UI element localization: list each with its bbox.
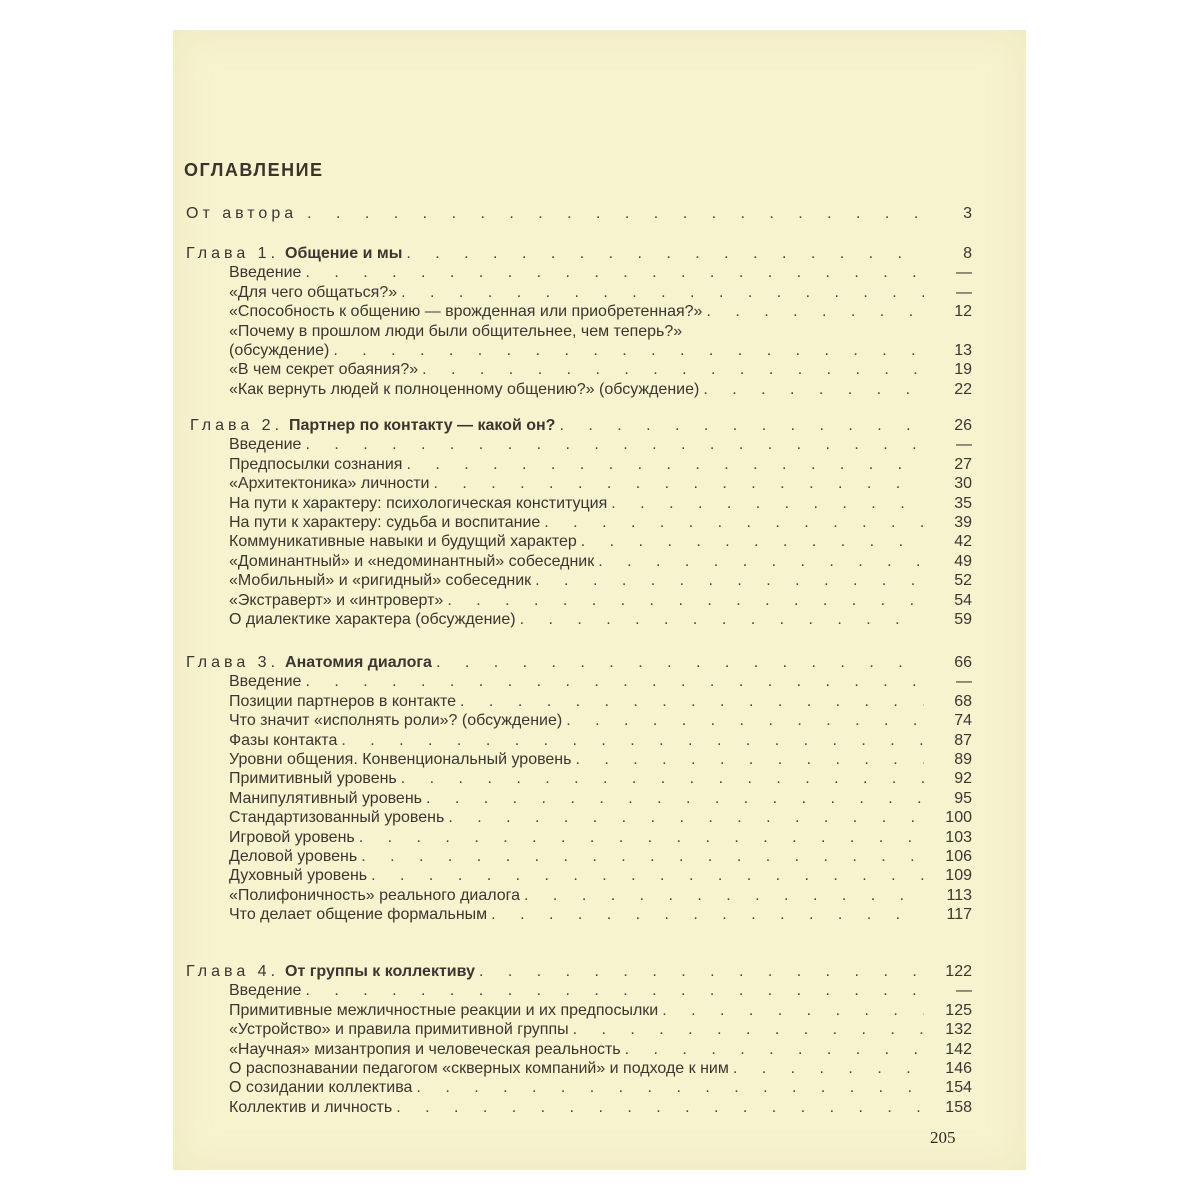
leader-dots: [361, 848, 924, 866]
leader-dots: [305, 982, 924, 1000]
leader-dots: [575, 751, 924, 769]
toc-item: [229, 1097, 972, 1117]
toc-item-label: Игровой уровень: [229, 828, 355, 846]
toc-page-number: 125: [945, 1001, 972, 1019]
toc-page-number: 154: [945, 1079, 972, 1097]
toc-item-label: «Для чего общаться?»: [229, 283, 398, 301]
toc-page-number: 59: [954, 611, 972, 628]
leader-dots: [307, 205, 924, 223]
toc-item: [229, 827, 972, 847]
toc-item-label: Введение: [229, 264, 302, 282]
toc-page-number: 74: [954, 712, 972, 730]
toc-item: [229, 1039, 972, 1059]
leader-dots: [733, 1060, 924, 1078]
toc-item: [229, 885, 972, 905]
toc-item-label: Примитивные межличностные реакции и их предпосылки: [229, 1001, 659, 1019]
toc-page-number: 27: [954, 455, 972, 473]
leader-dots: [559, 417, 924, 435]
toc-chapter-1: [186, 243, 972, 263]
toc-page-number: 146: [945, 1060, 972, 1077]
toc-item-label: Коллектив и личность: [229, 1098, 393, 1116]
toc-item: [229, 671, 972, 691]
toc-item-label: Введение: [229, 436, 302, 454]
toc-page-number: —: [956, 436, 972, 454]
toc-item: [229, 321, 972, 341]
toc-page-number: 19: [954, 361, 972, 379]
leader-dots: [401, 284, 924, 302]
leader-dots: [706, 303, 924, 321]
toc-item: [229, 359, 972, 379]
toc-page-number: 35: [954, 494, 972, 512]
toc-item-label: На пути к характеру: психологическая конституция: [229, 494, 608, 512]
toc-chapter-2: [190, 415, 972, 435]
leader-dots: [491, 906, 924, 924]
toc-item-label: Что делает общение формальным: [229, 906, 488, 924]
leader-dots: [305, 673, 924, 691]
leader-dots: [573, 1021, 924, 1039]
leader-dots: [305, 264, 924, 282]
toc-item-label: На пути к характеру: судьба и воспитание: [229, 514, 541, 531]
leader-dots: [426, 790, 924, 808]
toc-page-number: 52: [954, 572, 972, 590]
toc-item-label: О созидании коллектива: [229, 1079, 413, 1097]
toc-page-number: 8: [963, 245, 972, 262]
toc-item-label: О распознавании педагогом «скверных компаний» и подходе к ним: [229, 1060, 729, 1077]
leader-dots: [520, 611, 924, 629]
toc-item-label: Стандартизованный уровень: [229, 809, 445, 827]
toc-page-number: 39: [954, 514, 972, 531]
leader-dots: [359, 829, 924, 847]
toc-item-label: Введение: [229, 982, 302, 1000]
toc-item-label: «Почему в прошлом люди были общительнее, чем теперь?»: [229, 322, 683, 340]
toc-item: [229, 1058, 972, 1078]
toc-item: [229, 340, 972, 360]
toc-page-number: 158: [945, 1098, 972, 1116]
toc-page-number: —: [956, 283, 972, 301]
foreword-label: От автора: [186, 205, 298, 222]
toc-item: [229, 512, 972, 532]
leader-dots: [371, 867, 924, 885]
toc-item: [229, 1019, 972, 1039]
toc-item: [229, 904, 972, 924]
toc-item-label: Предпосылки сознания: [229, 455, 403, 473]
toc-item: [229, 749, 972, 769]
toc-item: [229, 980, 972, 1000]
toc-item-label: (обсуждение): [229, 342, 330, 359]
toc-item: [229, 551, 972, 571]
toc-page-number: 12: [954, 303, 972, 321]
toc-page-number: 30: [954, 475, 972, 493]
toc-item-label: «Архитектоника» личности: [229, 475, 430, 493]
toc-item: [229, 846, 972, 866]
toc-page-number: 66: [954, 654, 972, 671]
chapter-prefix: Глава 1.: [186, 245, 280, 262]
leader-dots: [305, 436, 924, 454]
toc-item-label: «Экстраверт» и «интроверт»: [229, 591, 444, 609]
toc-item: [229, 590, 972, 610]
leader-dots: [406, 456, 924, 474]
toc-item-label: «Научная» мизантропия и человеческая реальность: [229, 1040, 621, 1058]
toc-item-label: О диалектике характера (обсуждение): [229, 611, 516, 628]
leader-dots: [401, 770, 924, 788]
toc-page-number: 113: [946, 886, 972, 904]
chapter-title: От группы к коллективу: [285, 963, 475, 980]
leader-dots: [535, 572, 924, 590]
toc-page-number: 26: [954, 417, 972, 434]
toc-chapter-4: [186, 961, 972, 981]
leader-dots: [544, 514, 924, 532]
leader-dots: [703, 381, 924, 399]
toc-page-number: 95: [954, 789, 972, 807]
toc-page-number: 54: [954, 591, 972, 609]
toc-item: [229, 768, 972, 788]
toc-item: [229, 379, 972, 399]
chapter-title: Анатомия диалога: [285, 654, 432, 671]
toc-page-number: 13: [954, 342, 972, 359]
leader-dots: [422, 361, 924, 379]
toc-item-label: «Способность к общению — врожденная или приобретенная?»: [229, 303, 703, 321]
toc-heading: ОГЛАВЛЕНИЕ: [184, 160, 324, 180]
toc-item: [229, 493, 972, 513]
toc-page-number: 3: [963, 205, 972, 222]
leader-dots: [524, 887, 924, 905]
toc-item-label: «Устройство» и правила примитивной группы: [229, 1021, 569, 1039]
leader-dots: [406, 245, 924, 263]
toc-item: [229, 1000, 972, 1020]
toc-entry-foreword: [186, 203, 972, 223]
toc-item-label: Позиции партнеров в контакте: [229, 692, 457, 710]
toc-page-number: 100: [945, 809, 972, 827]
toc-item-label: Коммуникативные навыки и будущий характер: [229, 533, 577, 551]
toc-item: [229, 609, 972, 629]
chapter-prefix: Глава 3.: [186, 654, 280, 671]
toc-item: [229, 531, 972, 551]
chapter-prefix: Глава 4.: [186, 963, 280, 980]
toc-item: [229, 788, 972, 808]
toc-page-number: 117: [946, 906, 972, 924]
leader-dots: [447, 592, 924, 610]
toc-page-number: 106: [945, 848, 972, 865]
toc-page-number: 89: [954, 751, 972, 768]
toc-page-number: 49: [954, 552, 972, 570]
toc-item-label: Фазы контакта: [229, 731, 338, 749]
leader-dots: [436, 654, 924, 672]
leader-dots: [341, 732, 924, 750]
toc-page-number: 42: [954, 533, 972, 551]
toc-item: [229, 434, 972, 454]
toc-item-label: «Полифоничность» реального диалога: [229, 886, 521, 904]
toc-item: [229, 301, 972, 321]
leader-dots: [396, 1099, 924, 1117]
leader-dots: [433, 475, 924, 493]
toc-item-label: Что значит «исполнять роли»? (обсуждение): [229, 712, 563, 730]
toc-item-label: Примитивный уровень: [229, 770, 397, 788]
leader-dots: [460, 693, 924, 711]
toc-item: [229, 1077, 972, 1097]
toc-item: [229, 730, 972, 750]
toc-page-number: 68: [954, 692, 972, 710]
toc-item: [229, 282, 972, 302]
leader-dots: [662, 1002, 924, 1020]
toc-page-number: 92: [954, 770, 972, 788]
toc-item: [229, 262, 972, 282]
toc-page-number: 122: [945, 963, 972, 980]
toc-item-label: Манипулятивный уровень: [229, 789, 422, 807]
toc-page-number: 103: [945, 828, 972, 846]
page-number: 205: [930, 1128, 956, 1147]
toc-item: [229, 865, 972, 885]
chapter-prefix: Глава 2.: [190, 417, 284, 434]
toc-item: [229, 807, 972, 827]
toc-item-label: «Доминантный» и «недоминантный» собеседник: [229, 552, 595, 570]
toc-item: [229, 473, 972, 493]
toc-item: [229, 691, 972, 711]
toc-item: [229, 454, 972, 474]
leader-dots: [333, 342, 924, 360]
chapter-title: Партнер по контакту — какой он?: [289, 417, 556, 434]
toc-page-number: 142: [945, 1040, 972, 1058]
toc-page-number: —: [956, 982, 972, 1000]
toc-page-number: —: [956, 673, 972, 691]
chapter-title: Общение и мы: [285, 245, 403, 262]
toc-item-label: «Как вернуть людей к полноценному общению?» (обсуждение): [229, 380, 700, 398]
leader-dots: [448, 809, 924, 827]
leader-dots: [611, 495, 924, 513]
leader-dots: [625, 1041, 924, 1059]
toc-page-number: —: [956, 264, 972, 282]
toc-page-number: 22: [954, 380, 972, 398]
toc-item-label: Уровни общения. Конвенциональный уровень: [229, 751, 572, 768]
leader-dots: [581, 533, 924, 551]
toc-item-label: Духовный уровень: [229, 867, 368, 885]
leader-dots: [479, 963, 924, 981]
toc-item-label: Деловой уровень: [229, 848, 358, 865]
toc-page-number: 109: [945, 867, 972, 885]
toc-page-number: 87: [954, 731, 972, 749]
toc-item-label: «В чем секрет обаяния?»: [229, 361, 419, 379]
toc-item-label: «Мобильный» и «ригидный» собеседник: [229, 572, 532, 590]
leader-dots: [598, 553, 924, 571]
toc-page-number: 132: [945, 1021, 972, 1039]
toc-chapter-3: [186, 652, 972, 672]
toc-item: [229, 570, 972, 590]
leader-dots: [416, 1079, 924, 1097]
toc-item-label: Введение: [229, 673, 302, 691]
leader-dots: [566, 712, 924, 730]
toc-item: [229, 710, 972, 730]
